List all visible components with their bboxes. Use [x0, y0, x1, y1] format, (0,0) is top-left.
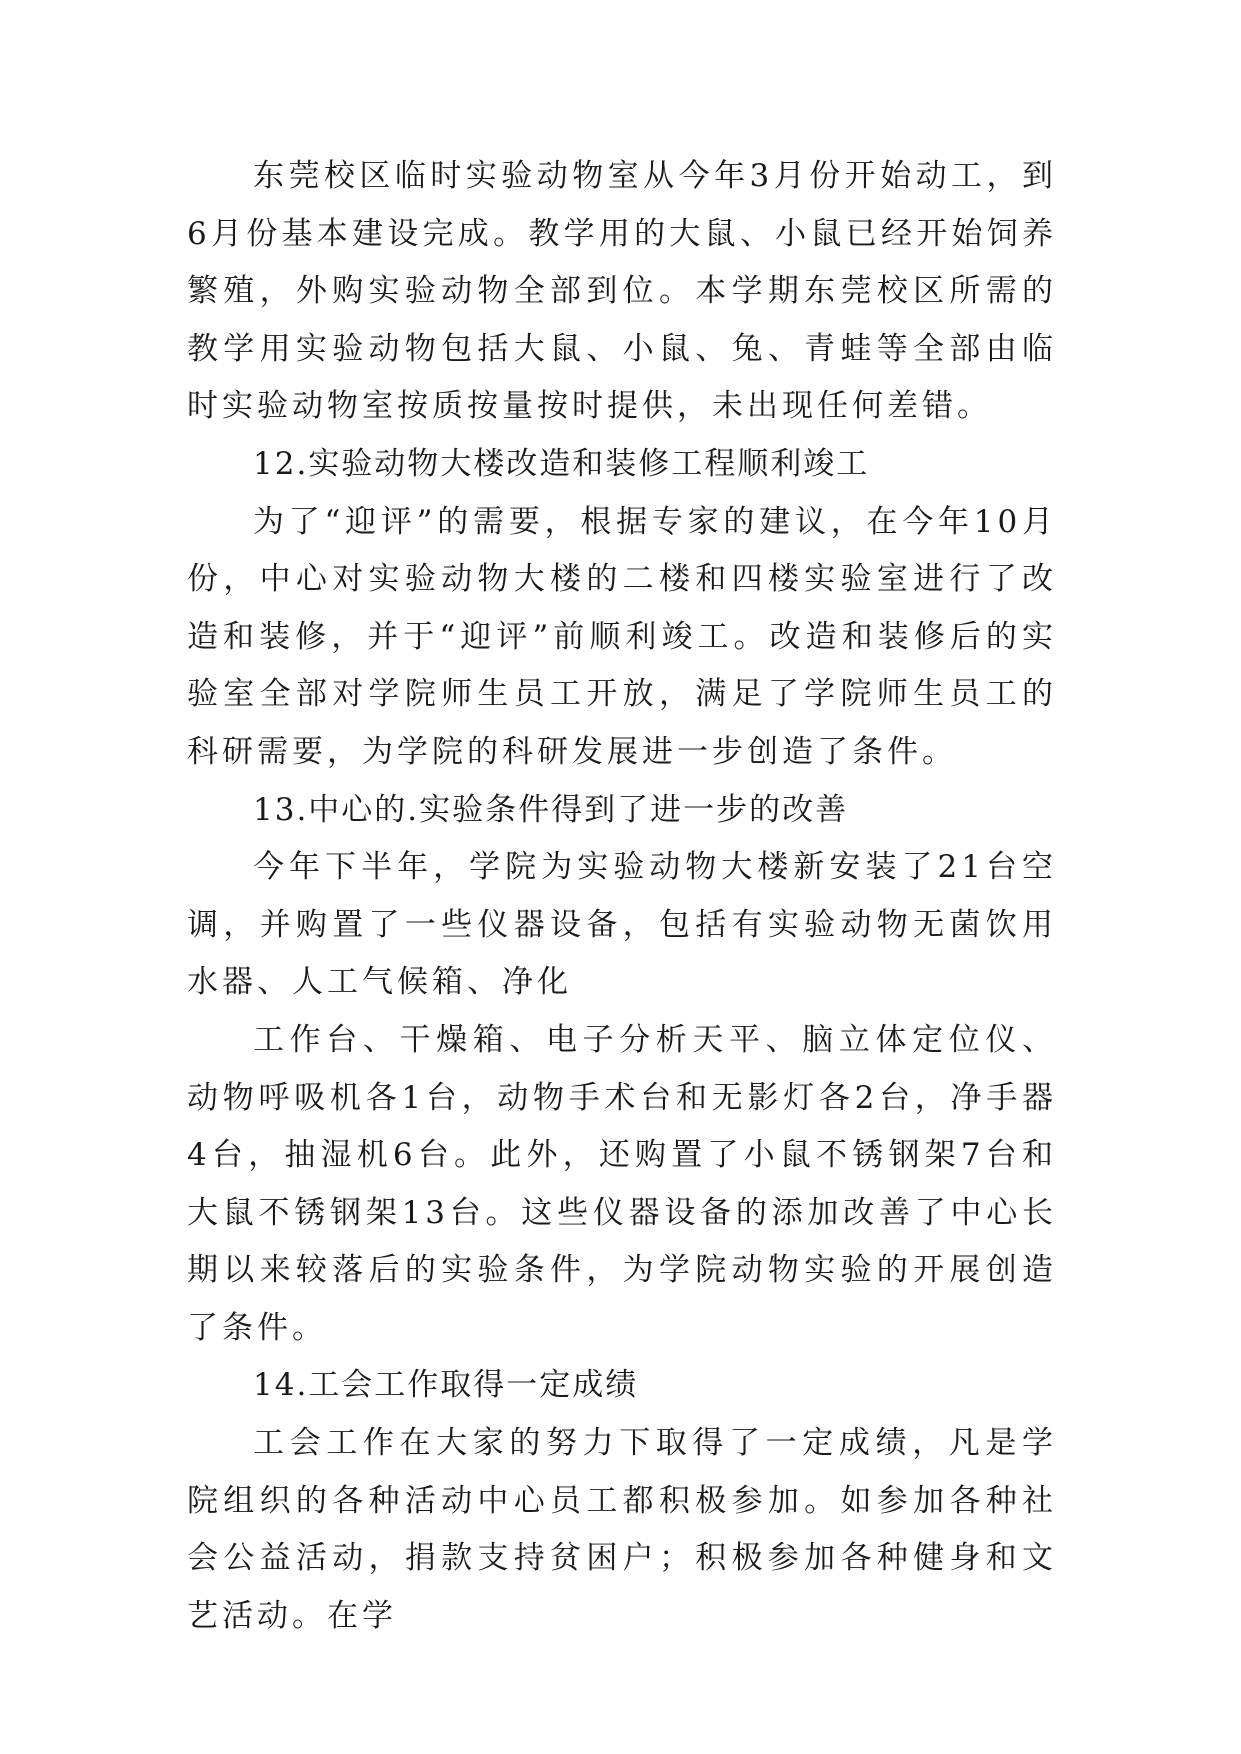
section-heading-13: 13.中心的.实验条件得到了进一步的改善 [253, 791, 849, 828]
section-heading-14: 14.工会工作取得一定成绩 [253, 1367, 639, 1404]
paragraph-dongguan-animal-room: 东莞校区临时实验动物室从今年3月份开始动工，到6月份基本建设完成。教学用的大鼠、小鼠已经开始饲养繁殖，外购实验动物全部到位。本学期东莞校区所需的教学用实验动物包括大鼠、小鼠、兔、青蛙等全部由临时实验动物室按质按量按时提供，未出现任何差错。 [187, 158, 1057, 425]
paragraph-equipment-purchase: 今年下半年，学院为实验动物大楼新安装了21台空调，并购置了一些仪器设备，包括有实验动物无菌饮用水器、人工气候箱、净化 [187, 849, 1057, 1001]
paragraph-building-renovation: 为了“迎评”的需要，根据专家的建议，在今年10月份，中心对实验动物大楼的二楼和四楼实验室进行了改造和装修，并于“迎评”前顺利竣工。改造和装修后的实验室全部对学院师生员工开放，满足了学院师生员工的科研需要，为学院的科研发展进一步创造了条件。 [187, 503, 1057, 770]
section-heading-12: 12.实验动物大楼改造和装修工程顺利竣工 [253, 445, 870, 482]
document-body [187, 148, 1057, 1645]
paragraph-equipment-list: 工作台、干燥箱、电子分析天平、脑立体定位仪、动物呼吸机各1台，动物手术台和无影灯各2台，净手器4台，抽湿机6台。此外，还购置了小鼠不锈钢架7台和大鼠不锈钢架13台。这些仪器设备的添加改善了中心长期以来较落后的实验条件，为学院动物实验的开展创造了条件。 [187, 1021, 1057, 1346]
paragraph-union-work: 工会工作在大家的努力下取得了一定成绩，凡是学院组织的各种活动中心员工都积极参加。如参加各种社会公益活动，捐款支持贫困户；积极参加各种健身和文艺活动。在学 [187, 1425, 1057, 1634]
